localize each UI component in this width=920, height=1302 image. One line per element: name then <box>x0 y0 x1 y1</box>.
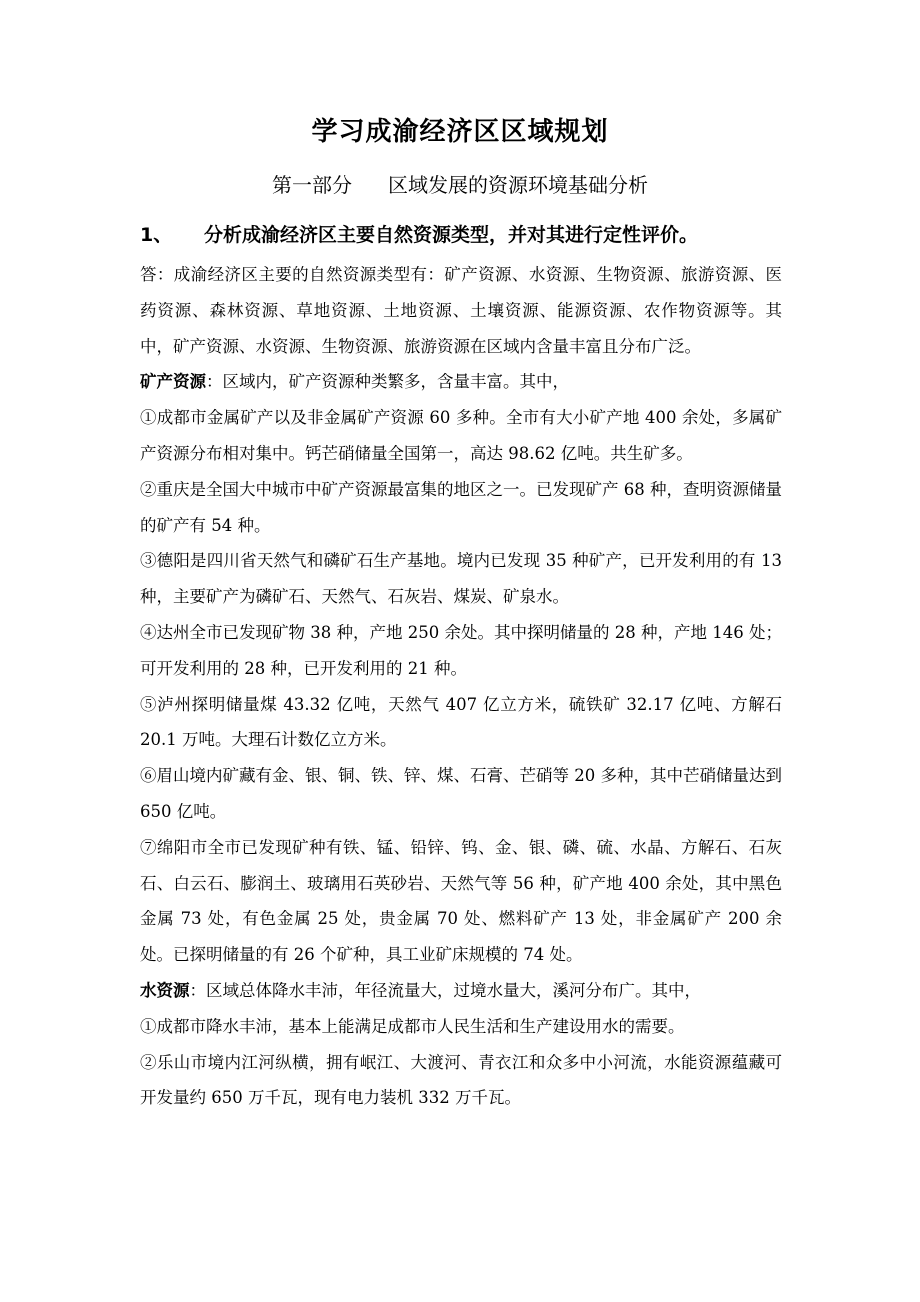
question-text: 分析成渝经济区主要自然资源类型，并对其进行定性评价。 <box>204 224 699 246</box>
water-item: ①成都市降水丰沛，基本上能满足成都市人民生活和生产建设用水的需要。 <box>140 1016 685 1036</box>
water-resources-lead: ：区域总体降水丰沛，年径流量大，过境水量大，溪河分布广。其中， <box>189 980 701 1000</box>
water-item: ②乐山市境内江河纵横，拥有岷江、大渡河、青衣江和众多中小河流，水能资源蕴藏可开发量约 650 万千瓦，现有电力装机 332 万千瓦。 <box>140 1052 782 1108</box>
mineral-item: ②重庆是全国大中城市中矿产资源最富集的地区之一。已发现矿产 68 种，查明资源储量的矿产有 54 种。 <box>140 479 782 535</box>
mineral-item: ③德阳是四川省天然气和磷矿石生产基地。境内已发现 35 种矿产，已开发利用的有 13 种，主要矿产为磷矿石、天然气、石灰岩、煤炭、矿泉水。 <box>140 551 782 607</box>
question-number: 1、 <box>140 224 173 246</box>
mineral-resources-lead: ：区域内，矿产资源种类繁多，含量丰富。其中， <box>206 372 569 392</box>
water-resources-paragraph <box>140 973 782 1009</box>
mineral-resources-paragraph <box>140 364 782 400</box>
answer-intro: 答：成渝经济区主要的自然资源类型有：矿产资源、水资源、生物资源、旅游资源、医药资源、森林资源、草地资源、土地资源、土壤资源、能源资源、农作物资源等。其中，矿产资源、水资源、生物资源、旅游资源在区域内含量丰富且分布广泛。 <box>140 265 782 356</box>
section-part-label: 第一部分 <box>272 173 352 197</box>
mineral-item: ⑤泸州探明储量煤 43.32 亿吨，天然气 407 亿立方米，硫铁矿 32.17 亿吨、方解石 20.1 万吨。大理石计数亿立方米。 <box>140 694 782 750</box>
document-title: 学习成渝经济区区域规划 <box>311 117 609 147</box>
mineral-item: ④达州全市已发现矿物 38 种，产地 250 余处。其中探明储量的 28 种，产地 146 处；可开发利用的 28 种，已开发利用的 21 种。 <box>140 622 782 678</box>
question-heading <box>140 218 800 252</box>
answer-body <box>140 257 782 1116</box>
mineral-item: ①成都市金属矿产以及非金属矿产资源 60 多种。全市有大小矿产地 400 余处，多属矿产资源分布相对集中。钙芒硝储量全国第一，高达 98.62 亿吨。共生矿多。 <box>140 408 782 463</box>
section-subtitle <box>0 168 920 202</box>
water-resources-label: 水资源 <box>140 980 190 1000</box>
section-name: 区域发展的资源环境基础分析 <box>388 173 648 197</box>
mineral-resources-label: 矿产资源 <box>140 372 206 392</box>
mineral-item: ⑦绵阳市全市已发现矿种有铁、锰、铅锌、钨、金、银、磷、硫、水晶、方解石、石灰石、白云石、膨润土、玻璃用石英砂岩、天然气等 56 种，矿产地 400 余处，其中黑色金属 73 处，有色金属 25 处，贵金属 70 处、燃料矿产 13 处，非金属矿产 200 余处。已探明储量的有 26 个矿种，具工业矿床规模的 74 处。 <box>140 837 782 965</box>
mineral-item: ⑥眉山境内矿藏有金、银、铜、铁、锌、煤、石膏、芒硝等 20 多种，其中芒硝储量达到 650 亿吨。 <box>140 766 782 821</box>
